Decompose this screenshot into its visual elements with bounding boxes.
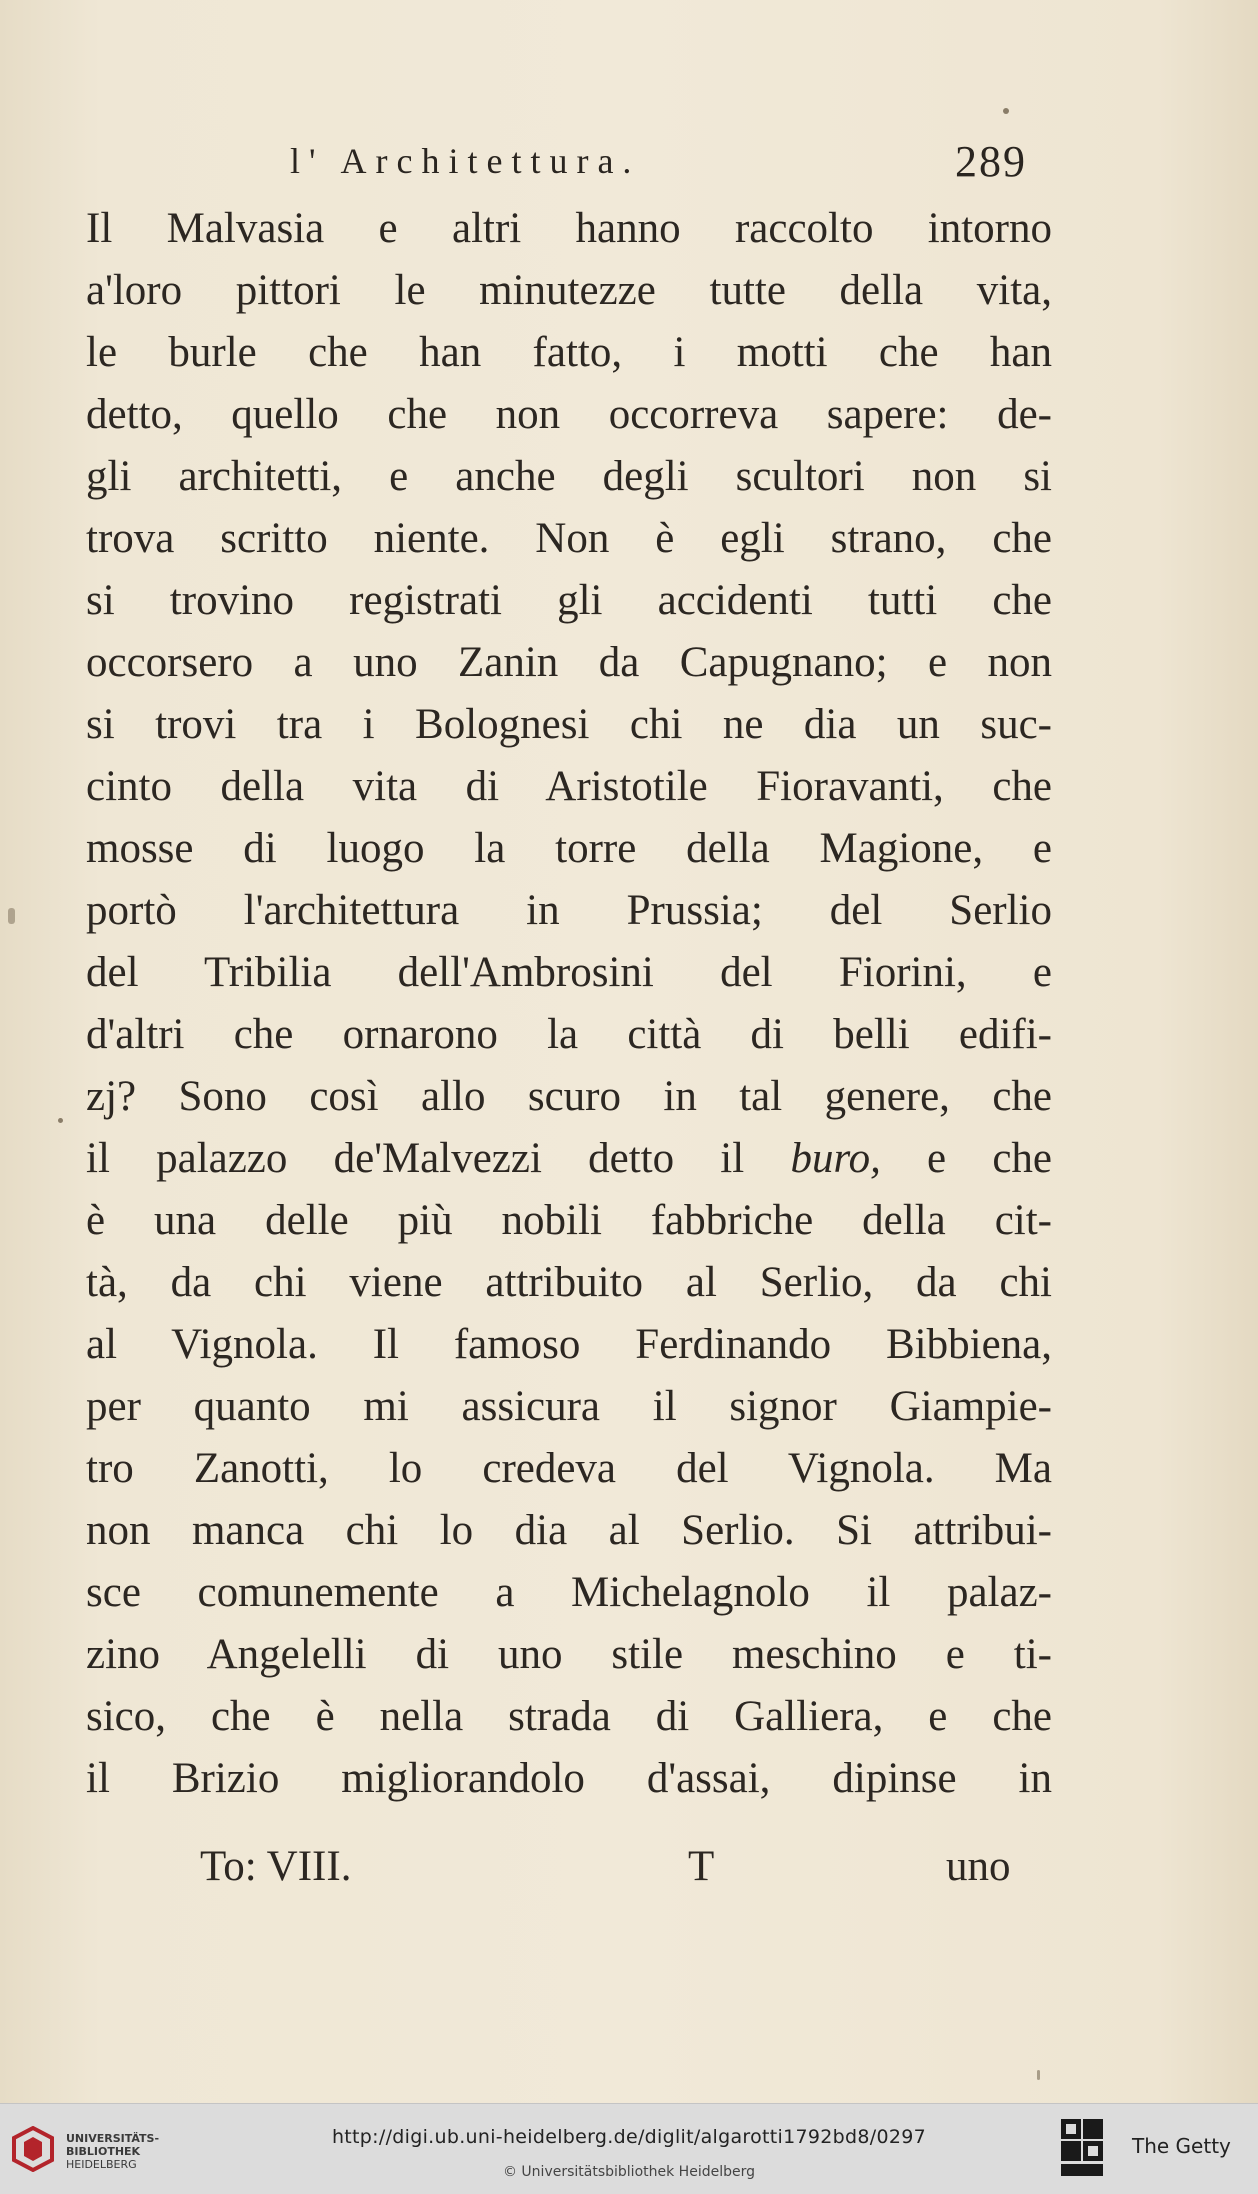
text-line: è una delle più nobili fabbriche della cit- xyxy=(86,1197,1052,1244)
copyright-notice: © Universitätsbibliothek Heidelberg xyxy=(502,2164,755,2180)
page-header xyxy=(0,137,1258,190)
text-line: si trovi tra i Bolognesi chi ne dia un suc- xyxy=(86,701,1052,748)
text-line: tà, da chi viene attribuito al Serlio, da chi xyxy=(86,1259,1052,1306)
text-line: del Tribilia dell'Ambrosini del Fiorini, e xyxy=(86,949,1052,996)
library-city: HEIDELBERG xyxy=(66,2158,137,2171)
catchword: uno xyxy=(946,1843,1011,1890)
signature-line xyxy=(0,1842,1258,1902)
volume-signature: To: VIII. xyxy=(200,1843,352,1890)
text-line: si trovino registrati gli accidenti tutti che xyxy=(86,577,1052,624)
text-line: il Brizio migliorandolo d'assai, dipinse in xyxy=(86,1755,1052,1802)
text-line: zino Angelelli di uno stile meschino e ti- xyxy=(86,1631,1052,1678)
running-head: l' Architettura. xyxy=(290,141,641,181)
library-name-line-2: BIBLIOTHEK xyxy=(66,2145,141,2158)
viewer-footer xyxy=(0,2103,1258,2194)
paper-speck xyxy=(1003,108,1009,114)
text-line: mosse di luogo la torre della Magione, e xyxy=(86,825,1052,872)
text-line: occorsero a uno Zanin da Capugnano; e non xyxy=(86,639,1052,686)
text-line: sico, che è nella strada di Galliera, e che xyxy=(86,1693,1052,1740)
text-line-start: il palazzo de'Malvezzi detto il xyxy=(86,1135,745,1182)
text-line: sce comunemente a Michelagnolo il palaz- xyxy=(86,1569,1052,1616)
paper-speck xyxy=(8,908,15,924)
library-name-line-1: UNIVERSITÄTS- xyxy=(66,2132,160,2145)
text-line: zj? Sono così allo scuro in tal genere, che xyxy=(86,1073,1052,1120)
text-line: detto, quello che non occorreva sapere: de- xyxy=(86,391,1052,438)
gathering-letter: T xyxy=(688,1843,715,1890)
text-line: gli architetti, e anche degli scultori non si xyxy=(86,453,1052,500)
page-number: 289 xyxy=(955,137,1027,186)
text-line: al Vignola. Il famoso Ferdinando Bibbiena, xyxy=(86,1321,1052,1368)
text-line: per quanto mi assicura il signor Giampie- xyxy=(86,1383,1052,1430)
paper-speck xyxy=(1037,2070,1040,2080)
body-text xyxy=(86,198,1052,1810)
paper-speck xyxy=(58,1118,63,1123)
text-line-with-italic xyxy=(86,1128,1052,1190)
permalink-url[interactable]: http://digi.ub.uni-heidelberg.de/diglit/algarotti1792bd8/0297 xyxy=(331,2126,927,2148)
getty-logo-icon[interactable] xyxy=(1060,2118,1104,2178)
text-line: non manca chi lo dia al Serlio. Si attribui- xyxy=(86,1507,1052,1554)
text-line: cinto della vita di Aristotile Fioravanti, che xyxy=(86,763,1052,810)
partner-name[interactable]: The Getty xyxy=(1132,2134,1231,2158)
italic-word: buro, xyxy=(790,1135,881,1182)
text-line-end: e che xyxy=(927,1135,1053,1182)
text-line: Il Malvasia e altri hanno raccolto intorno xyxy=(86,205,1052,252)
text-line: tro Zanotti, lo credeva del Vignola. Ma xyxy=(86,1445,1052,1492)
text-line: le burle che han fatto, i motti che han xyxy=(86,329,1052,376)
text-line: portò l'architettura in Prussia; del Serlio xyxy=(86,887,1052,934)
text-line: a'loro pittori le minutezze tutte della vita, xyxy=(86,267,1052,314)
text-line: trova scritto niente. Non è egli strano, che xyxy=(86,515,1052,562)
text-line: d'altri che ornarono la città di belli edifi- xyxy=(86,1011,1052,1058)
